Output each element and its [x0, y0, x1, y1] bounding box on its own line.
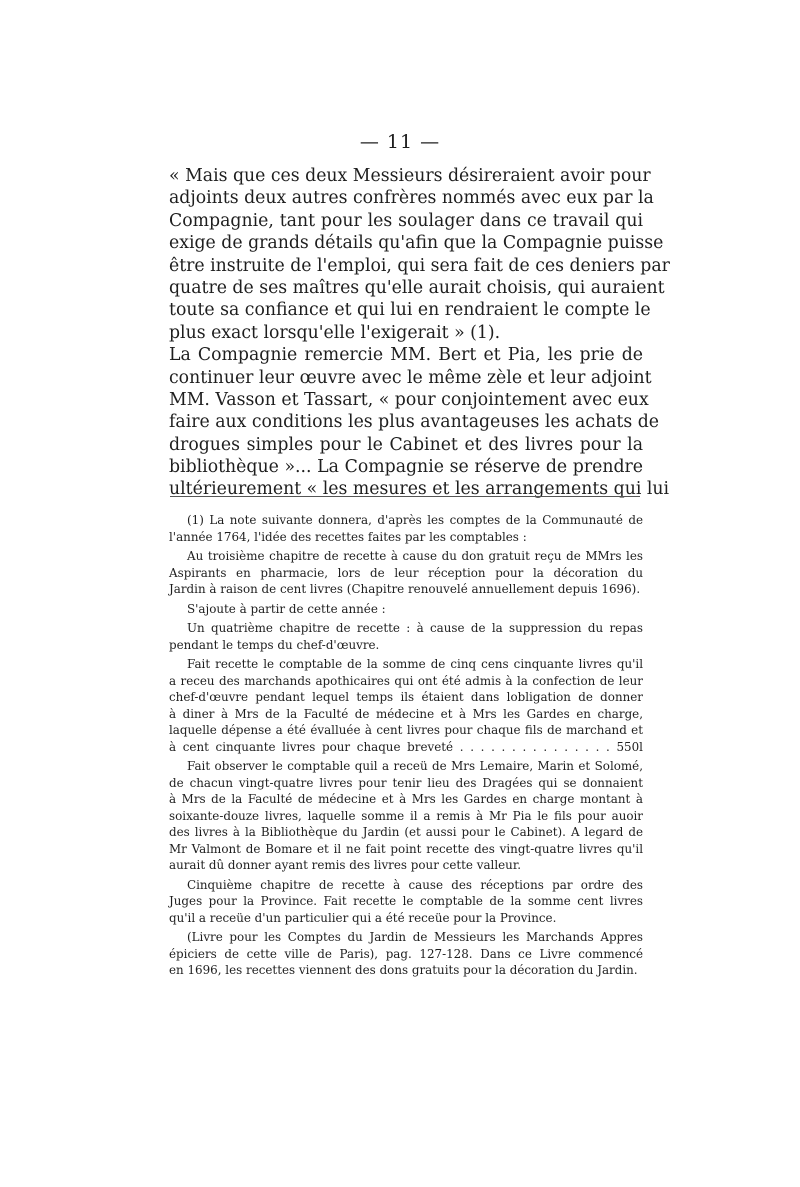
footnote-line: Un quatrième chapitre de recette : à cause de la suppression du repas [187, 621, 643, 635]
footnote-line: soixante-douze livres, laquelle somme il a remis à Mr Pia le fils pour auoir [169, 808, 643, 823]
footnote-line: à diner à Mrs de la Faculté de médecine et à Mrs les Gardes en charge, [169, 706, 643, 721]
footnote-line: pendant le temps du chef-d'œuvre. [169, 637, 380, 652]
footnote-line: Mr Valmont de Bomare et il ne fait point recette des vingt-quatre livres qu'il [169, 841, 643, 856]
text-line: faire aux conditions les plus avantageuses les achats de [169, 412, 659, 433]
text-line: adjoints deux autres confrères nommés avec eux par la [169, 188, 654, 209]
footnote-line: Au troisième chapitre de recette à cause du don gratuit reçu de MMrs les [187, 549, 643, 563]
footnote-line: (Livre pour les Comptes du Jardin de Messieurs les Marchands Appres [187, 930, 643, 944]
footnote-line: l'année 1764, l'idée des recettes faites par les comptables : [169, 529, 527, 544]
text-line: La Compagnie remercie MM. Bert et Pia, les prie de [169, 345, 643, 366]
footnote-line: aurait dû donner ayant remis des livres pour cette valleur. [169, 858, 521, 872]
footnote-line: S'ajoute à partir de cette année : [187, 601, 386, 616]
text-line: ultérieurement « les mesures et les arrangements qui lui [169, 479, 670, 500]
text-line: exige de grands détails qu'afin que la Compagnie puisse [169, 233, 664, 254]
footnote-line: à Mrs de la Faculté de médecine et à Mrs les Gardes en charge montant à [169, 792, 643, 806]
text-line: MM. Vasson et Tassart, « pour conjointement avec eux [169, 389, 649, 410]
footnote-block [169, 512, 643, 979]
footnote-line: Fait observer le comptable quil a receü de Mrs Lemaire, Marin et Solomé, [187, 759, 643, 773]
footnote-line: Jardin à raison de cent livres (Chapitre renouvelé annuellement depuis 1696). [169, 582, 641, 596]
footnote-line: Fait recette le comptable de la somme de cinq cens cinquante livres qu'il [187, 657, 643, 671]
footnote-line: Cinquième chapitre de recette à cause des réceptions par ordre des [187, 877, 643, 892]
footnote-line: a receu des marchands apothicaires qui ont été admis à la confection de leur [169, 673, 643, 688]
text-line: bibliothèque »... La Compagnie se réserve de prendre [169, 457, 643, 478]
text-line: quatre de ses maîtres qu'elle aurait choisis, qui auraient [169, 277, 665, 298]
footnote-line: (1) La note suivante donnera, d'après les comptes de la Communauté de [187, 513, 643, 527]
footnote-line: en 1696, les recettes viennent des dons gratuits pour la décoration du Jardin. [169, 963, 638, 977]
main-text [169, 165, 670, 501]
footnote-line: Aspirants en pharmacie, lors de leur réception pour la décoration du [169, 565, 643, 580]
footnote-line: chef-d'œuvre pendant lequel temps ils étaient dans lobligation de donner [169, 690, 643, 704]
page-number: — 11 — [359, 131, 441, 153]
footnote-line: à cent cinquante livres pour chaque breveté . . . . . . . . . . . . . . . 550l [169, 739, 643, 754]
text-line: drogues simples pour le Cabinet et des livres pour la [169, 434, 643, 455]
text-line: toute sa confiance et qui lui en rendraient le compte le [169, 300, 651, 321]
footnote-line: de chacun vingt-quatre livres pour tenir lieu des Dragées qui se donnaient [169, 775, 643, 790]
footnote-line: laquelle dépense a été évalluée à cent livres pour chaque fils de marchand et [169, 723, 643, 737]
footnote-divider [170, 496, 640, 497]
text-line: Compagnie, tant pour les soulager dans ce travail qui [169, 210, 643, 231]
footnote-line: Juges pour la Province. Fait recette le comptable de la somme cent livres [169, 894, 643, 908]
text-line: plus exact lorsqu'elle l'exigerait » (1). [169, 322, 501, 343]
footnote-line: épiciers de cette ville de Paris), pag. 127-128. Dans ce Livre commencé [169, 946, 643, 961]
text-line: continuer leur œuvre avec le même zèle et leur adjoint [169, 367, 652, 388]
text-line: « Mais que ces deux Messieurs désireraient avoir pour [169, 166, 651, 186]
text-line: être instruite de l'emploi, qui sera fait de ces deniers par [169, 255, 670, 276]
footnote-line: des livres à la Bibliothèque du Jardin (et aussi pour le Cabinet). A legard de [169, 825, 643, 839]
footnote-line: qu'il a receüe d'un particulier qui a été receüe pour la Province. [169, 910, 557, 925]
